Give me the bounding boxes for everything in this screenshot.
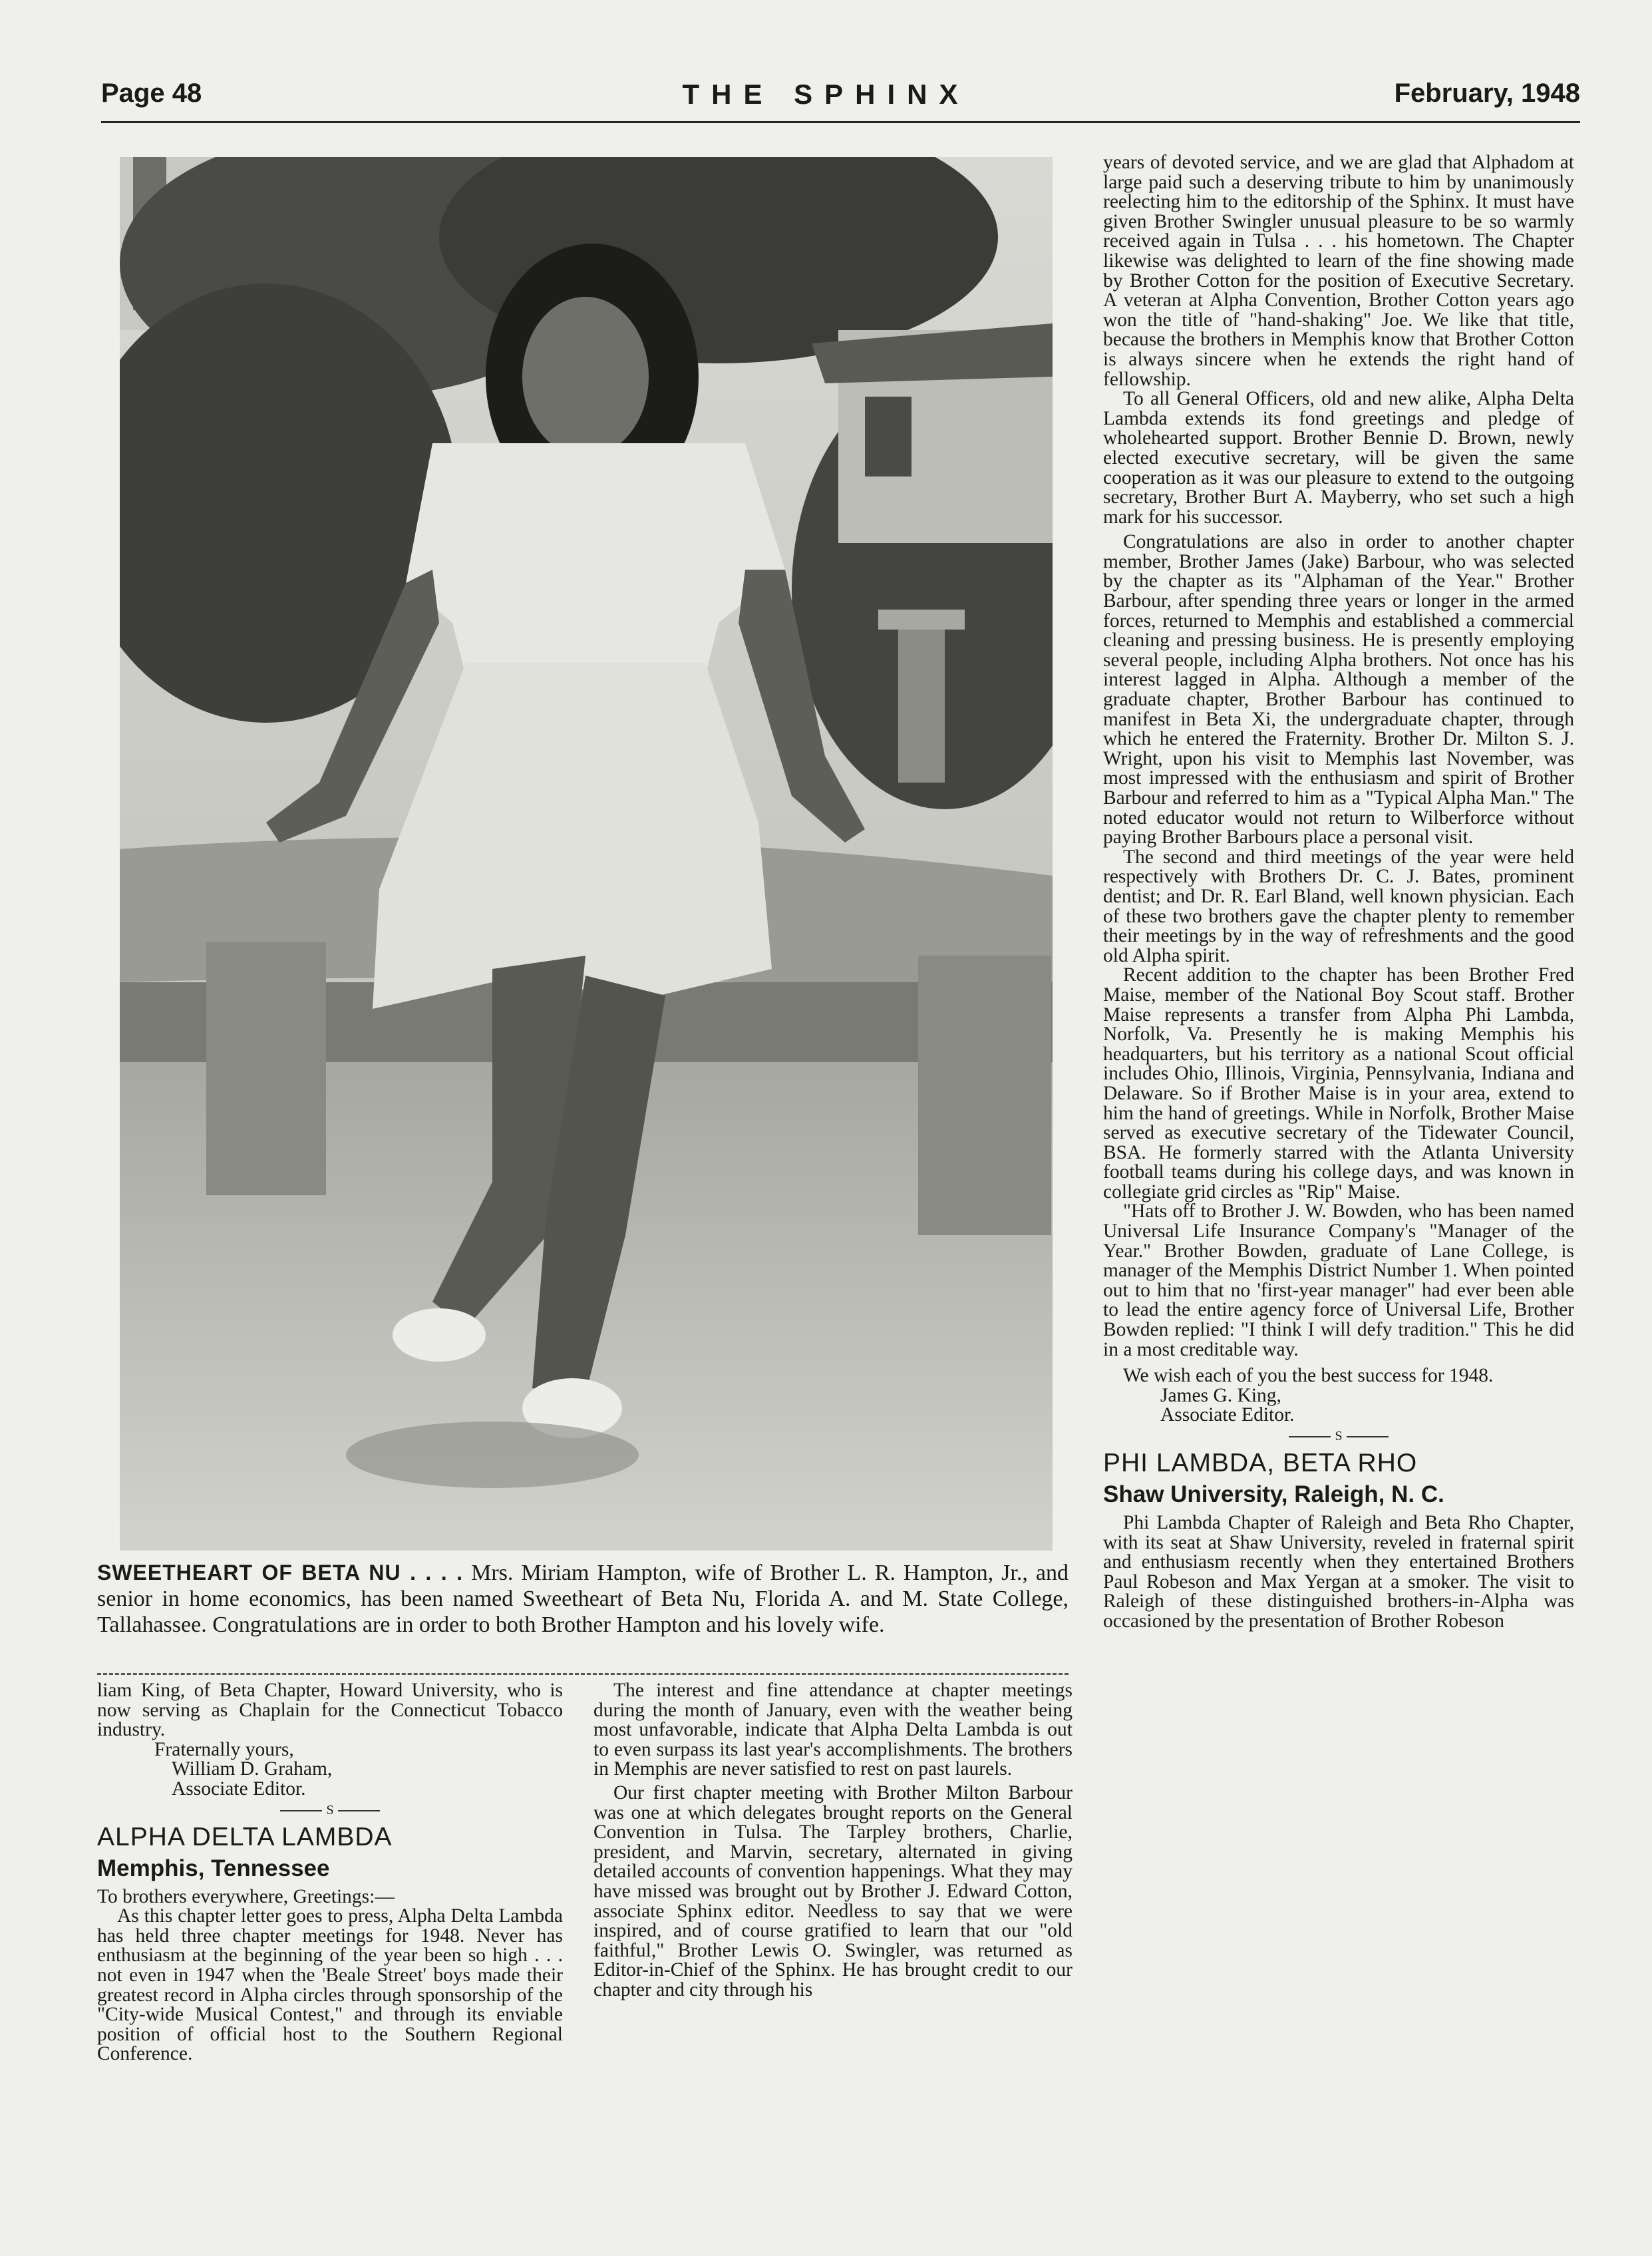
sweetheart-photo [120, 157, 1053, 1551]
signature-title: Associate Editor. [172, 1778, 306, 1799]
paragraph: We wish each of you the best success for 1948. [1123, 1365, 1494, 1387]
header-rule [101, 121, 1580, 123]
caption-lead: SWEETHEART OF BETA NU . . . . [97, 1561, 464, 1585]
section-location: Memphis, Tennessee [97, 1855, 330, 1881]
column-1 [97, 1681, 563, 2064]
page-number: Page 48 [101, 79, 202, 108]
paragraph: The second and third meetings of the year were held respectively with Brothers Dr. C. J. Bates, prominent dentist; and Dr. R. Earl Bland, well known physician. Each of these two brothers gave the chapter plenty to remember their meetings by in the way of refreshments and the good old Alpha spirit. [1103, 846, 1574, 966]
paragraph: Congratulations are also in order to another chapter member, Brother James (Jake) Barbour, who was selected by the chapter as its "Alphaman of the Year." Brother Barbour, after spending three years or longer in the armed forces, returned to Memphis and established a commercial cleaning and pressing business. He is presently employing several people, including Alpha brothers. Not once has his interest lagged in Alpha. Although a member of the graduate chapter, Brother Barbour has continued to manifest in Beta Xi, the undergraduate chapter, through which he entered the Fraternity. Brother Dr. Milton S. J. Wright, upon his visit to Memphis last November, was most impressed with the enthusiasm and spirit of Brother Barbour and referred to him as a "Typical Alpha Man." The noted educator would not return to Wilberforce without paying Brother Barbours place a personal visit. [1103, 531, 1574, 848]
section-separator: S [1289, 1429, 1389, 1443]
column-2 [593, 1681, 1073, 2000]
signature-title: Associate Editor. [1160, 1404, 1295, 1426]
paragraph: As this chapter letter goes to press, Alpha Delta Lambda has held three chapter meetings for 1948. Never has enthusiasm at the beginning of the year been so high . . . not even in 1947 when the 'Beale Street' boys made their greatest record in Alpha circles through sponsorship of the "City-wide Musical Contest," and through its enviable position of official host to the Southern Regional Conference. [97, 1905, 563, 2065]
issue-date: February, 1948 [1394, 79, 1580, 108]
column-3 [1103, 153, 1574, 1632]
section-separator: S [280, 1803, 380, 1817]
paragraph: Phi Lambda Chapter of Raleigh and Beta Rho Chapter, with its seat at Shaw University, reveled in fraternal spirit and enthusiasm recently when they entertained Brothers Paul Robeson and Max Yergan at a smoker. The visit to Raleigh of these distinguished brothers-in-Alpha was occasioned by the presentation of Brother Robeson [1103, 1512, 1574, 1632]
paragraph: "Hats off to Brother J. W. Bowden, who has been named Universal Life Insurance Company's "Manager of the Year." Brother Bowden, graduate of Lane College, is manager of the Memphis District Number 1. When pointed out to him that no 'first-year manager" had ever been able to lead the entire agency force of Universal Life, Brother Bowden replied: "I think I will defy tradition." This he did in a most creditable way. [1103, 1201, 1574, 1360]
paragraph: Recent addition to the chapter has been Brother Fred Maise, member of the National Boy Scout staff. Brother Maise represents a transfer from Alpha Phi Lambda, Norfolk, Va. Presently he is making Memphis his headquarters, but his territory as a national Scout official includes Ohio, Illinois, Virginia, Pennsylvania, Indiana and Delaware. So if Brother Maise is in your area, extend to him the hand of greetings. While in Norfolk, Brother Maise served as executive secretary of the Tidewater Council, BSA. He formerly starred with the Atlanta University football teams during his college days, and was known in collegiate grid circles as "Rip" Maise. [1103, 964, 1574, 1203]
greeting: To brothers everywhere, Greetings:— [97, 1885, 395, 1907]
signature-closing: Fraternally yours, [154, 1738, 294, 1760]
photo-caption [97, 1560, 1069, 1638]
signature-name: James G. King, [1160, 1384, 1281, 1406]
section-title: ALPHA DELTA LAMBDA [97, 1822, 393, 1851]
signature-name: William D. Graham, [172, 1758, 333, 1780]
paragraph: To all General Officers, old and new alike, Alpha Delta Lambda extends its fond greetings and pledge of wholehearted support. Brother Bennie D. Brown, newly elected executive secretary, will be given the same cooperation as it was our pleasure to extend to the outgoing secretary, Brother Burt A. Mayberry, who set such a high mark for his successor. [1103, 388, 1574, 528]
section-location: Shaw University, Raleigh, N. C. [1103, 1481, 1444, 1507]
paragraph: Our first chapter meeting with Brother Milton Barbour was one at which delegates brought reports on the General Convention in Tulsa. The Tarpley brothers, Charlie, president, and Marvin, secretary, alternated in giving detailed accounts of convention happenings. What they may have missed was brought out by Brother J. Edward Cotton, associate Sphinx editor. Needless to say that we were inspired, and of course gratified to learn that our "old faithful," Brother Lewis O. Swingler, was returned as Editor-in-Chief of the Sphinx. He has brought credit to our chapter and city through his [593, 1782, 1073, 2000]
section-title: PHI LAMBDA, BETA RHO [1103, 1449, 1418, 1477]
caption-divider [97, 1673, 1069, 1675]
caption-text: Mrs. Miriam Hampton, wife of Brother L. R. Hampton, Jr., and senior in home economics, has been named Sweetheart of Beta Nu, Florida A. and M. State College, Tallahassee. Congratulations are in order to both Brother Hampton and his lovely wife. [97, 1561, 1069, 1637]
paragraph: The interest and fine attendance at chapter meetings during the month of January, even with the weather being most unfavorable, indicate that Alpha Delta Lambda is out to even surpass its last year's accomplishments. The brothers in Memphis are never satisfied to rest on past laurels. [593, 1680, 1073, 1780]
paragraph: years of devoted service, and we are glad that Alphadom at large paid such a deserving tribute to him by unanimously reelecting him to the editorship of the Sphinx. It must have given Brother Swingler unusual pleasure to be so warmly received again in Tulsa . . . his hometown. The Chapter likewise was delighted to learn of the fine showing made by Brother Cotton for the position of Executive Secretary. A veteran at Alpha Convention, Brother Cotton years ago won the title of "hand-shaking" Joe. We like that title, because the brothers in Memphis know that Brother Cotton is always sincere when he extends the right hand of fellowship. [1103, 152, 1574, 390]
paragraph: liam King, of Beta Chapter, Howard University, who is now serving as Chaplain for the Connecticut Tobacco industry. [97, 1680, 563, 1741]
magazine-title: THE SPHINX [682, 79, 970, 110]
